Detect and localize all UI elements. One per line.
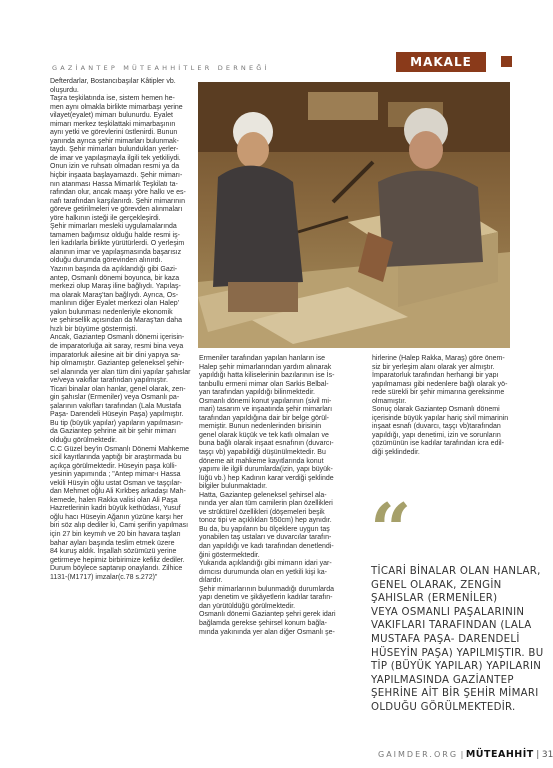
text-line: içerisinde büyük yapılar hariç sivil mimarinin: [372, 414, 509, 422]
text-line: mında yakınında yer alan diğer Osmanlı şe-: [199, 628, 335, 636]
text-line: de imparatorluğa ait saray, resmi bina veya: [50, 342, 184, 350]
text-line: bağlamda gerekse şehirsel konum bağla-: [199, 619, 328, 627]
text-line: bahar ayları başında teslim etmek üzere: [50, 539, 175, 547]
text-line: ŞAHISLAR (ERMENİLER): [371, 593, 498, 605]
page-footer: [378, 748, 553, 762]
footer-site: GAIMDER.ORG: [378, 750, 459, 759]
text-line: taydı. Şehir mimarları bulundukları yerler-: [50, 146, 179, 154]
text-line: VAKIFLARI TARAFINDAN (LALA: [371, 620, 532, 632]
text-line: men aynı olmakla birlikte mimarbaşı yerine: [50, 103, 183, 111]
text-line: OLDUĞU GÖRÜLMEKTEDİR.: [371, 701, 516, 713]
text-line: dan yürütüldüğü görülmektedir.: [199, 602, 296, 610]
text-line: yan tarafından yapıldığı bilinmektedir.: [199, 389, 315, 397]
text-line: İmparatorluk tarafından herhangi bir yapı: [372, 372, 499, 380]
text-line: merkezi olup Maraş iline bağlıydı. Yapılaş-: [50, 283, 181, 291]
text-line: Onun izin ve ruhsatı olmadan resmi ya da: [50, 163, 180, 171]
text-line: C.C Güzel bey'in Osmanlı Dönemi Mahkeme: [50, 445, 190, 453]
text-line: Hazretlerinin kadri büyük kethüdası, Yusuf: [50, 505, 181, 513]
stonemasons-painting: [198, 82, 510, 348]
text-line: manlının diğer Eyalet merkezi olan Halep': [50, 300, 179, 308]
text-line: buna bağlı olarak inşaat esnafının (duvarcı-: [199, 440, 334, 448]
text-line: de imar ve yapılaşmayla ilgili tek yetkiliydi.: [50, 154, 181, 162]
text-line: yonabilen taş ustaları ve duvarcılar tarafın-: [199, 534, 332, 542]
text-line: Ticari binalar olan hanlar, genel olarak, zen-: [50, 385, 186, 393]
text-line: Halep şehir mimarlarından yardım alınarak: [199, 363, 332, 371]
text-line: döneme ait mahkeme kayıtlarında konut: [199, 457, 324, 465]
article-column-3: [372, 355, 509, 458]
text-line: dılardır.: [199, 577, 223, 585]
text-line: yapılmaması gibi nedenlere bağlı olarak yö-: [372, 380, 508, 388]
text-line: olmamıştır.: [372, 397, 407, 405]
text-line: genel olarak küçük ve tek katlı olmaları ve: [199, 431, 329, 439]
text-line: Yazının başında da açıklandığı gibi Gazi-: [50, 266, 178, 274]
text-line: biri söz alıp dediler ki, Cami şerifin yapılması: [50, 522, 189, 530]
text-line: yapıldığı hatta kiliselerinin bazılarının ise İs-: [199, 372, 335, 380]
text-line: Bu tip (büyük yapılar) yapıların yapılmasın-: [50, 419, 184, 427]
text-line: çözümünün ise kadılar tarafından icra edil-: [372, 440, 504, 448]
text-line: nında yer alan tüm camilerin plan özellikleri: [199, 500, 333, 508]
footer-separator: |: [460, 750, 464, 759]
text-line: mimarı merkez teşkilattaki mimarbaşının: [50, 120, 176, 128]
text-line: Durum böylece saptanıp onaylandı. Zilhice: [50, 565, 183, 573]
text-line: siz bir yerleşim alanı olarak yer almıştır.: [372, 363, 495, 371]
text-line: taşçı vb) yapabildiği düşünülmektedir. Bu: [199, 449, 326, 457]
text-line: memiştir. Bunun nedenlerinden birisinin: [199, 423, 322, 431]
text-line: vekili Hüsyin oğlu ustat Osman ve taşçılar-: [50, 479, 182, 487]
text-line: Şehir mimarları mesleki uygulamalarında: [50, 223, 177, 231]
text-line: ve/veya vakıflar tarafından yapılmıştır.: [50, 377, 168, 385]
text-line: MUSTAFA PAŞA- DARENDELİ: [371, 633, 520, 645]
text-line: Ancak, Gaziantep Osmanlı dönemi içerisin-: [50, 334, 185, 342]
text-line: ğini göstermektedir.: [199, 551, 260, 559]
text-line: Defterdarlar, Bostancıbaşılar Kâtipler vb.: [50, 78, 176, 85]
text-line: yapı denetim ve şikâyetlerin kadılar tarafın-: [199, 594, 333, 602]
text-line: nın atanması Hassa Mimarlık Teşkilatı ta-: [50, 180, 178, 188]
text-line: TİP (BÜYÜK YAPILAR) YAPILARIN: [371, 661, 542, 673]
text-line: Osmanlı dönemi konut yapılarının (sivil mi-: [199, 397, 332, 405]
text-line: gin şahıslar (Ermeniler) veya Osmanlı pa-: [50, 394, 180, 402]
text-line: olduğu görülmektedir.: [50, 436, 117, 444]
text-line: şalarının vakıfları tarafından (Lala Mustafa: [50, 402, 182, 410]
text-line: oğlu hacı Hüseyin Ağanın yüzüne karşı her: [50, 513, 184, 521]
section-tab: MAKALE: [396, 52, 486, 72]
square-icon: [501, 56, 512, 67]
text-line: mari) tasarım ve inşaatında şehir mimarları: [199, 406, 333, 414]
pull-quote: [371, 565, 544, 715]
text-line: ŞEHRİNE AİT BİR ŞEHİR MİMARI: [371, 688, 539, 700]
text-line: sel alanında yer alan tüm dini yapılar şahıslar: [50, 368, 191, 376]
text-line: Osmanlı dönemi Gaziantep şehri gerek idari: [199, 611, 336, 619]
text-line: da Gaziantep şehrine ait bir şehir mimarı: [50, 428, 177, 436]
text-line: antep, Osmanlı dönemi boyunca, bir kaza: [50, 274, 180, 282]
text-line: yesinin yapımında ; "Antep mimar-ı Hassa: [50, 471, 181, 479]
page-number: 31: [541, 750, 553, 760]
text-line: sicil kayıtlarında yaptığı bir araştırmada bu: [50, 454, 182, 462]
text-line: Bu da, bu yapıların bu ölçeklere uygun taş: [199, 525, 330, 533]
text-line: dan yapıldığı ve kadı tarafından denetlendi-: [199, 543, 334, 551]
text-line: ve strüktürel özellikleri (döşemeleri beşik: [199, 508, 325, 516]
text-line: Yukarıda açıklandığı gibi mimarın idari yar-: [199, 560, 332, 568]
text-line: tarafından yapıldığına dair bir belge görül-: [199, 414, 329, 422]
text-line: bilgiler bulunmaktadır.: [199, 483, 268, 491]
text-line: oluşurdu.: [50, 86, 79, 94]
footer-magazine: MÜTEAHHİT: [465, 749, 534, 760]
text-line: yakın bulunması nedenleriyle ekonomik: [50, 308, 173, 316]
text-line: nafı tarafından karşılanırdı. Şehir mimarının: [50, 197, 186, 205]
text-line: imparatorluk ailesine ait bir dini yapıya sa-: [50, 351, 181, 359]
text-line: rede sürekli bir şehir mimarına gereksinme: [372, 389, 505, 397]
text-line: leri kadılarla birlikte yürütürlerdi. O yerleşim: [50, 240, 185, 248]
text-line: Ermeniler tarafından yapılan hanların ise: [199, 355, 326, 362]
text-line: yöre halkının isteği ile gerçekleşirdi.: [50, 214, 161, 222]
quote-mark-icon: “: [370, 487, 412, 572]
text-line: tanbullu ermeni mimar olan Sarkis Belbal-: [199, 380, 329, 388]
text-line: inşaat esnafı (duvarcı, taşçı vb)tarafından: [372, 423, 501, 431]
text-line: HÜSEYİN PAŞA) YAPILMIŞTIR. BU: [371, 647, 544, 659]
text-line: kemede, halen Rakka valisi olan Ali Paşa: [50, 496, 178, 504]
text-line: Paşa- Darendeli Hüseyin Paşa) yapılmıştır.: [50, 411, 184, 419]
text-line: açıkça görülmektedir. Hüseyin paşa külli-: [50, 462, 177, 470]
text-line: ve şehirsellik açısından da Maraş'tan daha: [50, 317, 183, 325]
text-line: yapıldığı, yapı denetimi, izin ve sorunların: [372, 431, 501, 439]
text-line: rafından olur, ancak maaşı yöre halkı ve es-: [50, 189, 186, 197]
text-line: alanının imar ve yapılaşmasında başarısız: [50, 248, 182, 256]
text-line: YAPILMASINDA GAZİANTEP: [371, 674, 514, 686]
association-name: GAZİANTEP MÜTEAHHİTLER DERNEĞİ: [52, 64, 270, 72]
text-line: ma olarak Maraş'tan bağlıydı. Ayrıca, Os-: [50, 291, 179, 299]
text-line: tamamen bağımsız olduğu halde resmi iş-: [50, 231, 180, 239]
text-line: Sonuç olarak Gaziantep Osmanlı dönemi: [372, 406, 500, 414]
text-line: aynı yetki ve görevlerini üstlenirdi. Bunun: [50, 129, 178, 137]
text-line: Şehir mimarlarının bulunmadığı durumlarda: [199, 585, 335, 593]
text-line: dan Mehmet oğlu Ali Kırkbeş arkadaşı Mah-: [50, 488, 186, 496]
text-line: için 27 bin keymıh ve 20 bin havara taşları: [50, 530, 181, 538]
text-line: hirlerine (Halep Rakka, Maraş) göre önem-: [372, 355, 505, 362]
text-line: getirmeye hepimiz birbirimize kefiliz dediler.: [50, 556, 185, 564]
text-line: Taşra teşkilatında ise, sistem hemen he-: [50, 95, 175, 103]
article-column-2: [199, 355, 359, 637]
article-photo: [198, 82, 510, 348]
text-line: olduğu durumda görevinden alınırdı.: [50, 257, 163, 265]
text-line: GENEL OLARAK, ZENGİN: [371, 579, 502, 591]
text-line: lüğü vb.) hep Kadının karar verdiği şeklinde: [199, 474, 334, 482]
text-line: 84 kuruş aldık. İnşallah sözümüzü yerine: [50, 548, 177, 556]
footer-separator-2: |: [536, 750, 540, 760]
text-line: diği şeklindedir.: [372, 449, 420, 457]
text-line: hip olmamıştır. Gaziantep geleneksel şehir-: [50, 360, 185, 368]
text-line: yapımı ile ilgili durumlarda(izin, yapı büyük-: [199, 466, 333, 474]
text-line: vilayet(eyalet) mimarı bulunurdu. Eyalet: [50, 112, 173, 120]
text-line: hiçbir inşaata başlayamazdı. Şehir mimarı-: [50, 172, 183, 180]
text-line: göreve getirilmeleri ve görevden alınmaları: [50, 206, 183, 214]
text-line: hızlı bir büyüme göstermişti.: [50, 325, 138, 333]
text-line: dımcısı durumunda olan en yetkili kişi ka-: [199, 568, 327, 576]
text-line: 1131-(M1717) imzalar(c.78 s.272)": [50, 573, 158, 581]
text-line: VEYA OSMANLI PAŞALARININ: [371, 606, 525, 618]
text-line: Hatta, Gaziantep geleneksel şehirsel ala-: [199, 491, 327, 499]
text-line: tonoz tipi ve açıklıkları 550cm) hep aynıdır.: [199, 517, 332, 525]
text-line: yanında ayrıca şehir mimarları bulunmak-: [50, 137, 179, 145]
article-column-1: [50, 78, 190, 582]
text-line: TİCARİ BİNALAR OLAN HANLAR,: [371, 566, 541, 577]
